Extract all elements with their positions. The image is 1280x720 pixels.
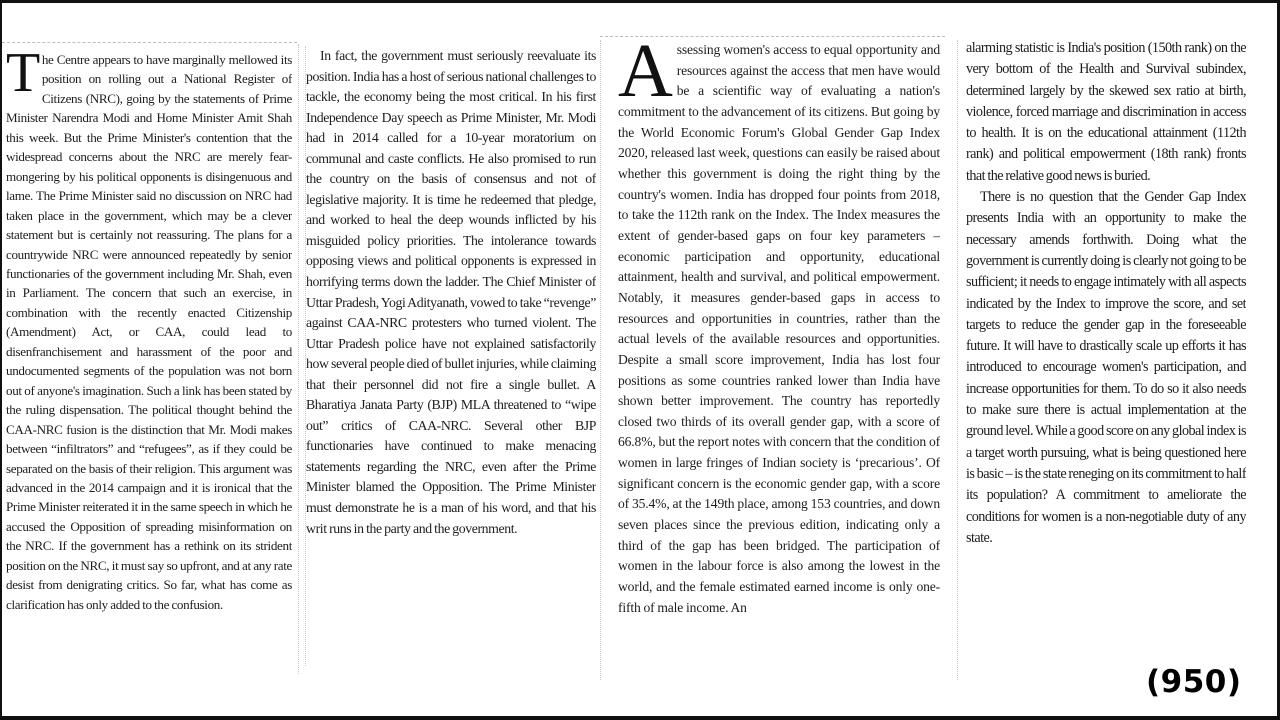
paragraph: In fact, the government must seriously reevaluate its position. India has a host of serious national challenges to tackle, the economy being the most critical. In his first Independence Day speech as Prime Minister, Mr. Modi had in 2014 called for a 10-year moratorium on communal and caste conflicts. He also promised to run the country on the basis of consensus and not of legislative majority. It is time he redeemed that pledge, and worked to heal the deep wounds inflicted by his misguided policy priorities. The intolerance towards opposing views and political opponents is expressed in horrifying terms down the ladder. The Chief Minister of Uttar Pradesh, Yogi Adityanath, vowed to take “revenge” against CAA-NRC protesters who turned violent. The Uttar Pradesh police have not explained satisfactorily how several people died of bullet injuries, while claiming that their personnel did not fire a single bullet. A Bharatiya Janata Party (BJP) MLA threatened to “wipe out” critics of CAA-NRC. Several other BJP functionaries have continued to make menacing statements regarding the NRC, even after the Prime Minister blamed the Opposition. The Prime Minister must demonstrate he is a man of his word, and that his writ runs in the party and the government. xyxy=(306,48,596,536)
editorial-column-nrc-part1 xyxy=(6,50,292,670)
drop-cap: A xyxy=(618,40,673,113)
frame-left-border xyxy=(0,0,2,720)
column-divider-1 xyxy=(298,44,299,674)
editorial-column-gender-gap-part2 xyxy=(966,38,1246,678)
column-divider-3 xyxy=(957,40,958,680)
paragraph xyxy=(618,40,940,618)
paragraph: There is no question that the Gender Gap Index presents India with an opportunity to make the necessary amends forthwith. Doing what the government is currently doing is clearly not going to be sufficient; it needs to engage intimately with all aspects indicated by the Index to improve the score, and set targets to reduce the gender gap in the foreseeable future. It will have to drastically scale up efforts it has introduced to encourage women's participation, and increase opportunities for them. To do so it also needs to make sure there is actual implementation at the ground level. While a good score on any global index is a target worth pursuing, what is being questioned here is basic – is the state reneging on its commitment to half its population? A commitment to ameliorate the conditions for women is a non-negotiable duty of any state. xyxy=(966,189,1246,546)
clip-edge-col3 xyxy=(600,36,945,37)
editorial-column-gender-gap-part1 xyxy=(618,40,940,680)
frame-bottom-border xyxy=(0,716,1280,720)
word-count-label: (950) xyxy=(1146,664,1242,700)
column-divider-2 xyxy=(600,40,601,680)
paragraph-text: he Centre appears to have marginally mellowed its position on rolling out a National Register of Citizens (NRC), going by the statements of Prime Minister Narendra Modi and Home Minister Amit Shah this week. But the Prime Minister's contention that the widespread concerns about the NRC are merely fear-mongering by his political opponents is disingenuous and lame. The Prime Minister said no discussion on NRC had taken place in the government, which may be a clever statement but is certainly not reassuring. The plans for a countrywide NRC were announced repeatedly by senior functionaries of the government including Mr. Shah, even in Parliament. The concern that such an exercise, in combination with the recently enacted Citizenship (Amendment) Act, or CAA, could lead to disenfranchisement and harassment of the poor and undocumented segments of the population was not born out of anyone's imagination. Such a link has been stated by the ruling dispensation. The political thought behind the CAA-NRC fusion is the distinction that Mr. Modi makes between “infiltrators” and “refugees”, as if they could be separated on the basis of their religion. This argument was advanced in the 2014 campaign and it is ironical that the Prime Minister reiterated it in the same speech in which he accused the Opposition of spreading misinformation on the NRC. If the government has a rethink on its strident position on the NRC, it must say so upfront, and at any rate desist from denigrating critics. So far, what has come as clarification has only added to the confusion. xyxy=(6,52,292,612)
paragraph xyxy=(6,50,292,614)
paragraph: alarming statistic is India's position (150th rank) on the very bottom of the Health and Survival subindex, determined largely by the skewed sex ratio at birth, violence, forced marriage and discrimination in access to health. It is on the educational attainment (112th rank) and political empowerment (18th rank) fronts that the relative good news is buried. xyxy=(966,40,1246,184)
paragraph-text: ssessing women's access to equal opportunity and resources against the access that men have would be a scientific way of evaluating a nation's commitment to the advancement of its citizens. But going by the World Economic Forum's Global Gender Gap Index 2020, released last week, questions can easily be raised about whether this government is doing the right thing by the country's women. India has dropped four points from 2018, to take the 112th rank on the Index. The Index measures the extent of gender-based gaps on four key parameters – economic participation and opportunity, educational attainment, health and survival, and political empowerment. Notably, it measures gender-based gaps in access to resources and opportunities in countries, rather than the actual levels of the available resources and opportunities. Despite a small score improvement, India has lost four positions as some countries ranked lower than India have shown better improvement. The country has reportedly closed two thirds of its overall gender gap, with a score of 66.8%, but the report notes with concern that the condition of women in large fringes of Indian society is ‘precarious’. Of significant concern is the economic gender gap, with a score of 35.4%, at the 149th place, among 153 countries, and down seven places since the previous edition, indicating only a third of the gap has been bridged. The participation of women in the labour force is also among the lowest in the world, and the female estimated earned income is only one-fifth of male income. An xyxy=(618,42,940,615)
drop-cap: T xyxy=(6,50,40,104)
frame-top-border xyxy=(0,0,1280,3)
clip-edge-col1 xyxy=(2,42,297,43)
editorial-column-nrc-part2 xyxy=(305,46,596,666)
